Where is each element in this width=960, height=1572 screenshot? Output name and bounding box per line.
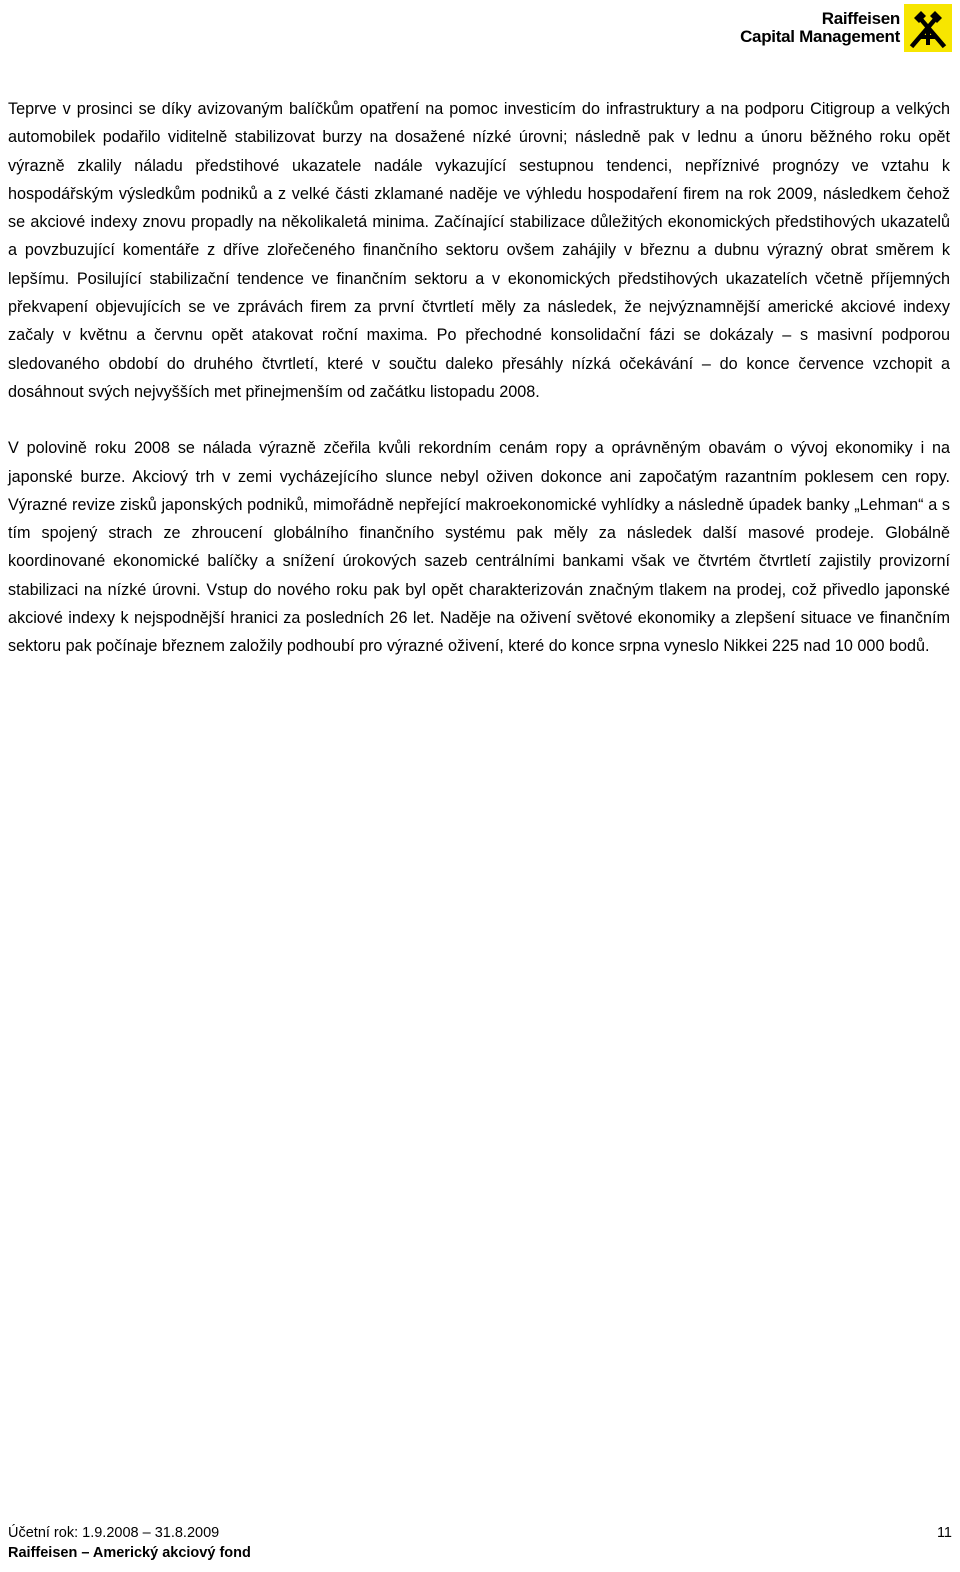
- document-body: [8, 95, 950, 689]
- page-footer: [8, 1524, 952, 1564]
- logo-line-raiffeisen: Raiffeisen: [821, 9, 900, 28]
- paragraph-japan-markets: V polovině roku 2008 se nálada výrazně zčeřila kvůli rekordním cenám ropy a oprávněným obavám o vývoj ekonomiky i na japonské burze. Akciový trh v zemi vycházejícího slunce nebyl oživen dokonce ani započatým razantním poklesem cen ropy. Výrazné revize zisků japonských podniků, mimořádně nepřející makroekonomické vyhlídky a následně úpadek banky „Lehman“ a s tím spojený strach ze zhroucení globálního finančního systému pak měly za následek další masové prodeje. Globálně koordinované ekonomické balíčky a snížení úrokových sazeb centrálními bankami však ve čtvrtém čtvrtletí zajistily provizorní stabilizaci na nízké úrovni. Vstup do nového roku pak byl opět charakterizován značným tlakem na prodej, což přivedlo japonské akciové indexy k nejspodnější hranici za posledních 26 let. Naděje na oživení světové ekonomiky a zlepšení situace ve finančním sektoru pak počínaje březnem založily podhoubí pro výrazné oživení, které do konce srpna vyneslo Nikkei 225 nad 10 000 bodů.: [8, 439, 950, 656]
- footer-accounting-period: Účetní rok: 1.9.2008 – 31.8.2009: [8, 1525, 220, 1541]
- raiffeisen-logo: [740, 4, 952, 52]
- raiffeisen-gable-cross-icon: [904, 4, 952, 52]
- logo-text: [740, 10, 900, 46]
- logo-line-capital-management: Capital Management: [740, 27, 900, 46]
- paragraph-us-markets: Teprve v prosinci se díky avizovaným balíčkům opatření na pomoc investicím do infrastruktury a na podporu Citigroup a velkých automobilek podařilo viditelně stabilizovat burzy na dosažené nízké úrovni; následně pak v lednu a únoru běžného roku opět výrazně zkalily náladu předstihové ukazatele nadále vykazující sestupnou tendenci, nepříznivé prognózy ve vztahu k hospodářským výsledkům podniků a z velké části zklamané naděje ve výhledu hospodaření firem na rok 2009, následkem čehož se akciové indexy znovu propadly na několikaletá minima. Začínající stabilizace důležitých ekonomických předstihových ukazatelů a povzbuzující komentáře z dříve zlořečeného finančního sektoru ovšem zahájily v březnu a dubnu výrazný obrat směrem k lepšímu. Posilující stabilizační tendence ve finančním sektoru a v ekonomických předstihových ukazatelích včetně příjemných překvapení objevujících se ve zprávách firem za první čtvrtletí měly za následek, že nejvýznamnější americké akciové indexy začaly v květnu a červnu opět atakovat roční maxima. Po přechodné konsolidační fázi se dokázaly – s masivní podporou sledovaného období do druhého čtvrtletí, které v součtu daleko přesáhly nízká očekávání – do konce července vzchopit a dosáhnout svých nejvyšších met přinejmenším od začátku listopadu 2008.: [8, 100, 950, 401]
- footer-page-number: 11: [936, 1525, 952, 1541]
- footer-row: [8, 1524, 952, 1542]
- footer-fund-name: Raiffeisen – Americký akciový fond: [8, 1545, 251, 1561]
